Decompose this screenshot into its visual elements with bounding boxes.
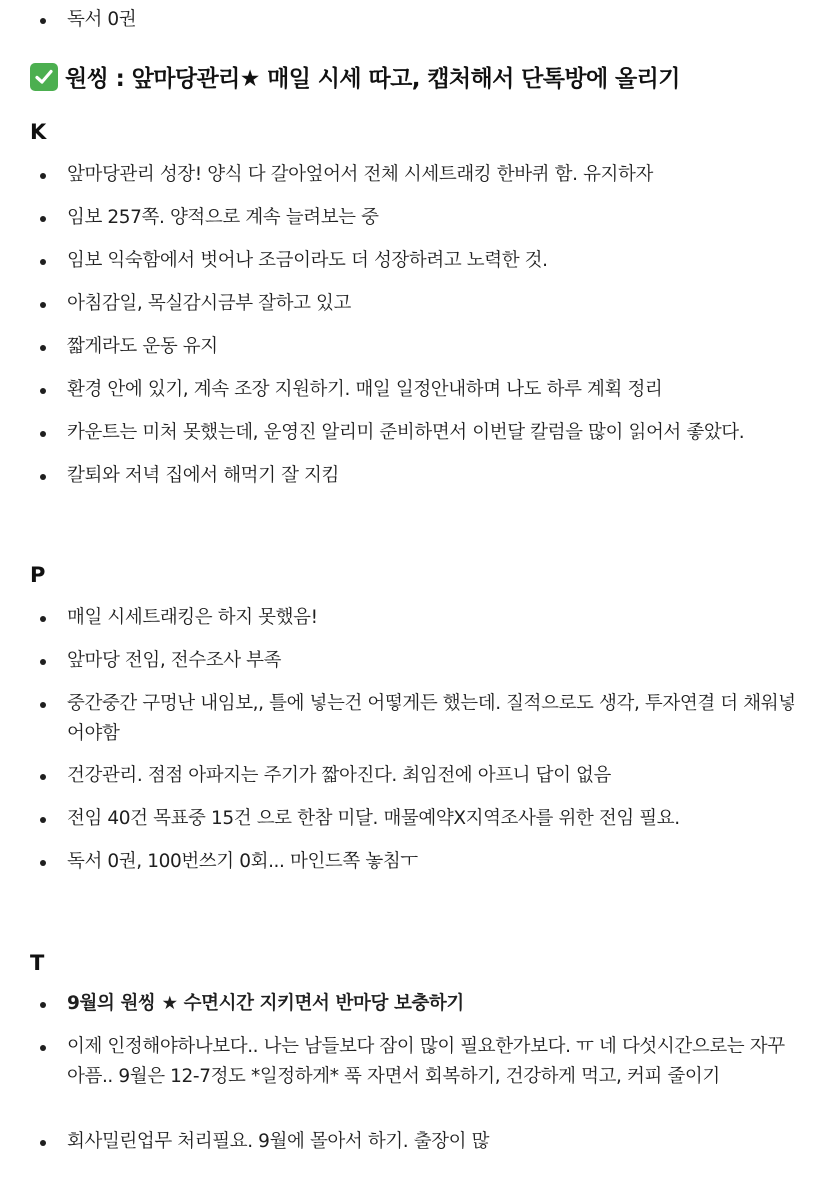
list-item: 이제 인정해야하나보다.. 나는 남들보다 잠이 많이 필요한가보다. ㅠ 네 다섯시간으로는 자꾸 아픔.. 9월은 12-7정도 *일정하게* 푹 자면서 회복하기, 건강하게 먹고, 커피 줄이기 bbox=[0, 1032, 827, 1127]
list-item: 중간중간 구멍난 내임보,, 틀에 넣는건 어떻게든 했는데. 질적으로도 생각, 투자연결 더 채워넣어야함 bbox=[0, 689, 827, 761]
list-item: 임보 257쪽. 양적으로 계속 늘려보는 중 bbox=[0, 203, 827, 246]
goal-heading bbox=[30, 60, 680, 93]
list-item: 매일 시세트래킹은 하지 못했음! bbox=[0, 603, 827, 646]
list-item: 카운트는 미처 못했는데, 운영진 알리미 준비하면서 이번달 칼럼을 많이 읽어서 좋았다. bbox=[0, 418, 827, 461]
section-t-list bbox=[0, 989, 827, 1170]
list-item: 아침감일, 목실감시금부 잘하고 있고 bbox=[0, 289, 827, 332]
goal-heading-text: 원씽 : 앞마당관리★ 매일 시세 따고, 캡처해서 단톡방에 올리기 bbox=[65, 66, 680, 92]
list-item: 독서 0권 bbox=[0, 5, 827, 35]
list-item: 앞마당관리 성장! 양식 다 갈아엎어서 전체 시세트래킹 한바퀴 함. 유지하자 bbox=[0, 160, 827, 203]
list-item: 환경 안에 있기, 계속 조장 지원하기. 매일 일정안내하며 나도 하루 계획 정리 bbox=[0, 375, 827, 418]
list-item: 짧게라도 운동 유지 bbox=[0, 332, 827, 375]
list-item: 앞마당 전임, 전수조사 부족 bbox=[0, 646, 827, 689]
list-item: 전임 40건 목표중 15건 으로 한참 미달. 매물예약X지역조사를 위한 전임 필요. bbox=[0, 804, 827, 847]
list-item: 칼퇴와 저녁 집에서 해먹기 잘 지킴 bbox=[0, 461, 827, 504]
list-item: 건강관리. 점점 아파지는 주기가 짧아진다. 최임전에 아프니 답이 없음 bbox=[0, 761, 827, 804]
top-list bbox=[0, 5, 827, 35]
check-mark-button-icon bbox=[30, 63, 58, 91]
list-item: 9월의 원씽 ★ 수면시간 지키면서 반마당 보충하기 bbox=[0, 989, 827, 1032]
section-k-list bbox=[0, 160, 827, 504]
list-item: 독서 0권, 100번쓰기 0회... 마인드쪽 놓침ㅜ bbox=[0, 847, 827, 890]
section-p-list bbox=[0, 603, 827, 890]
section-p-heading: P bbox=[30, 563, 46, 587]
list-item: 회사밀린업무 처리필요. 9월에 몰아서 하기. 출장이 많 bbox=[0, 1127, 827, 1170]
list-item: 임보 익숙함에서 벗어나 조금이라도 더 성장하려고 노력한 것. bbox=[0, 246, 827, 289]
section-t-heading: T bbox=[30, 951, 45, 975]
section-k-heading: K bbox=[30, 120, 47, 144]
